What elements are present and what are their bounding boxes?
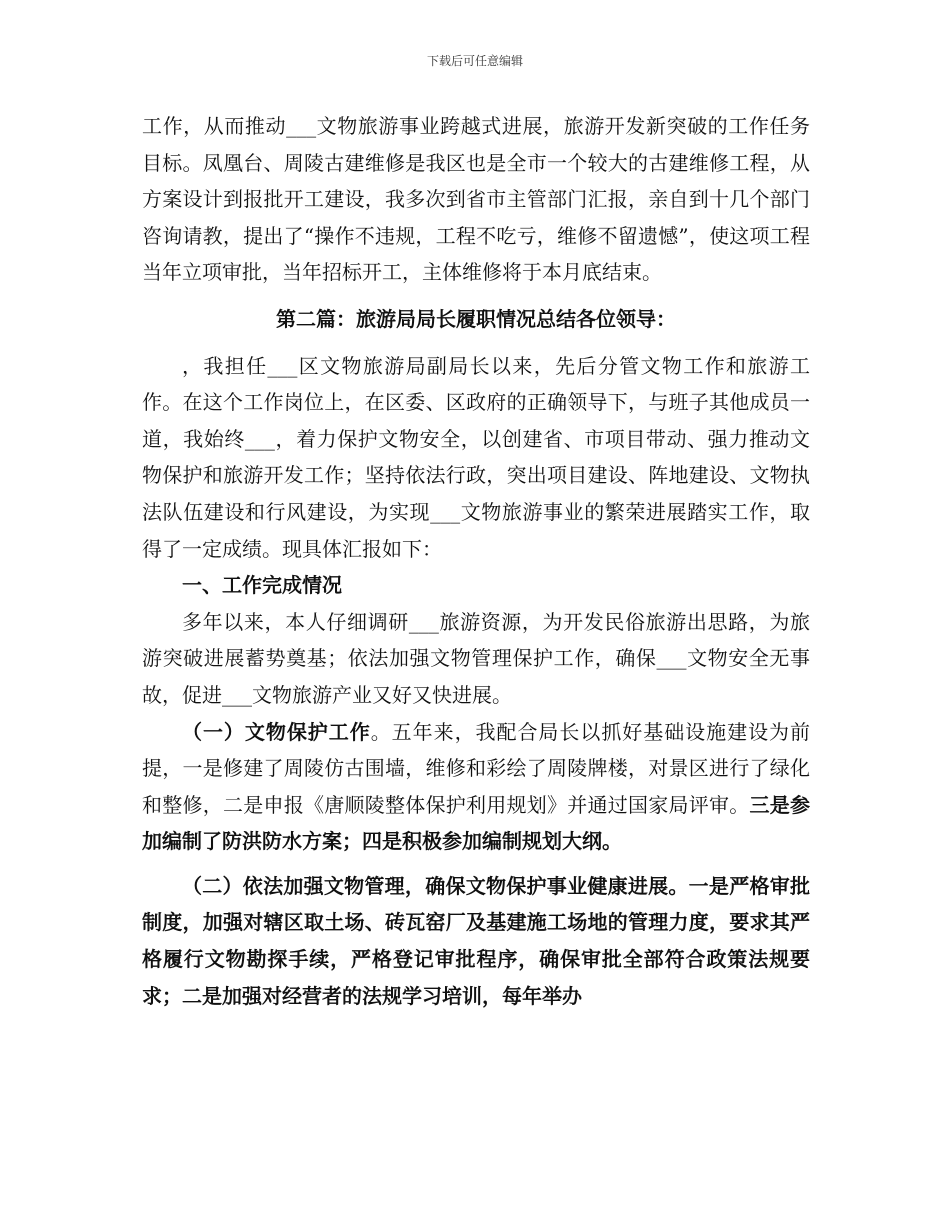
document-body: [142, 108, 810, 1014]
subheading-heritage-protection: （一）文物保护工作: [182, 719, 371, 744]
paragraph-continuation: 工作，从而推动___文物旅游事业跨越式进展，旅游开发新突破的工作任务目标。凤凰台、周陵古建维修是我区也是全市一个较大的古建维修工程，从方案设计到报批开工建设，我多次到省市主管部门汇报，亲自到十几个部门咨询请教，提出了“操作不违规，工程不吃亏，维修不留遗憾”，使这项工程当年立项审批，当年招标开工，主体维修将于本月底结束。: [142, 114, 810, 285]
paragraph-heritage-protection: [142, 714, 810, 860]
paragraph-heritage-protection-bold-tail: 三是参加编制了防洪防水方案；四是积极参加编制规划大纲。: [142, 792, 810, 854]
section-title: 第二篇：旅游局局长履职情况总结各位领导：: [276, 306, 676, 331]
paragraph-intro: ，我担任___区文物旅游局副局长以来，先后分管文物工作和旅游工作。在这个工作岗位上，在区委、区政府的正确领导下，与班子其他成员一道，我始终___，着力保护文物安全，以创建省、市项目带动、强力推动文物保护和旅游开发工作；坚持依法行政，突出项目建设、阵地建设、文物执法队伍建设和行风建设，为实现___文物旅游事业的繁荣进展踏实工作，取得了一定成绩。现具体汇报如下：: [142, 353, 810, 561]
paragraph-heritage-management: （二）依法加强文物管理，确保文物保护事业健康进展。一是严格审批制度，加强对辖区取土场、砖瓦窑厂及基建施工场地的管理力度，要求其严格履行文物勘探手续，严格登记审批程序，确保审批全部符合政策法规要求；二是加强对经营者的法规学习培训，每年举办: [142, 873, 810, 1008]
paragraph-overview: 多年以来，本人仔细调研___旅游资源，为开发民俗旅游出思路，为旅游突破进展蓄势奠基；依法加强文物管理保护工作，确保___文物安全无事故，促进___文物旅游产业又好又快进展。: [142, 609, 810, 707]
paragraph-heritage-protection-text: 。五年来，我配合局长以抓好基础设施建设为前提，一是修建了周陵仿古围墙，维修和彩绘了周陵牌楼，对景区进行了绿化和整修，二是申报《唐顺陵整体保护利用规划》并通过国家局评审。: [142, 719, 811, 817]
header-note: 下载后可任意编辑: [426, 54, 523, 68]
section-heading-1: 一、工作完成情况: [182, 573, 342, 598]
